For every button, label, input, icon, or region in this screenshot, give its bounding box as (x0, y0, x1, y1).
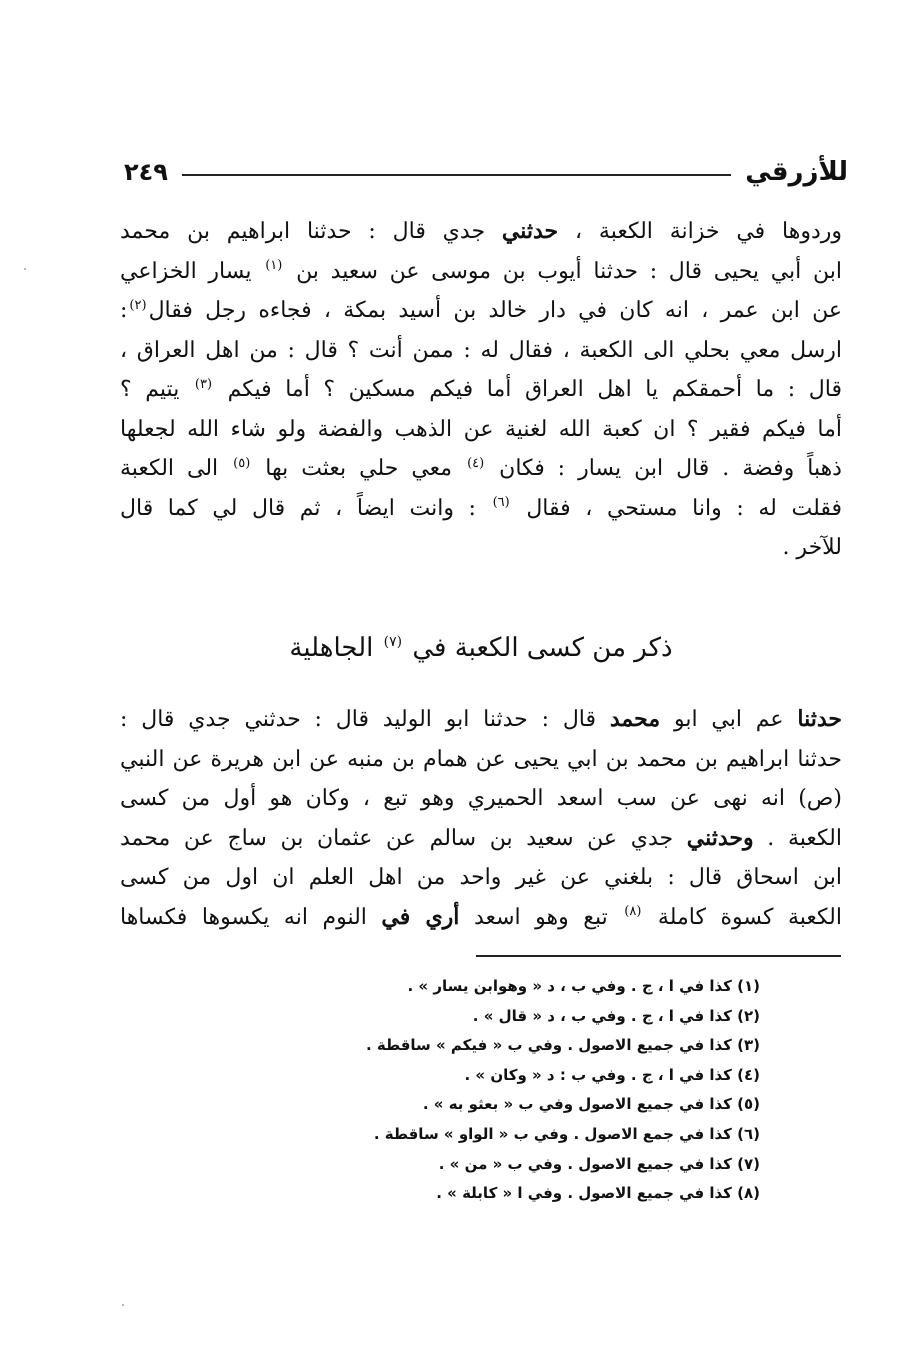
footnote-7: (٧) كذا في جميع الاصول . وفي ب « من » . (438, 1154, 760, 1173)
header-rule (182, 174, 731, 176)
bold-term: محمد (609, 706, 661, 732)
footnotes (340, 972, 760, 1209)
footnote-ref[interactable]: (٣) (194, 376, 213, 392)
footnote-ref[interactable]: (٦) (492, 495, 510, 511)
footnote-4: (٤) كذا في ا ، ج . وفي ب : د « وكان » . (464, 1065, 760, 1084)
text-line: وردوها في خزانة الكعبة ، حدثني جدي قال : حدثنا ابراهيم بن محمد (120, 218, 842, 244)
paragraph-1 (120, 212, 842, 568)
text-line: ابن أبي يحيى قال : حدثنا أيوب بن موسى عن سعيد بن $^{(١)}$ يسار الخزاعي (120, 258, 842, 284)
text-line: الكعبة . وحدثني جدي عن سعيد بن سالم عن عثمان بن ساج عن محمد (120, 824, 842, 851)
footnote-8: (٨) كذا في جميع الاصول . وفي ا « كابلة » . (436, 1184, 760, 1203)
bold-term: حدثنا (797, 706, 843, 732)
text-line: (ص) انه نهى عن سب اسعد الحميري وهو تبع ، وكان هو أول من كسى (120, 786, 842, 811)
text-line: أما فيكم فقير ؟ ان كعبة الله لغنية عن الذهب والفضة ولو شاء الله لجعلها (120, 416, 842, 442)
footnote-ref[interactable]: (٥) (233, 455, 251, 471)
footnote-ref[interactable]: (٨) (624, 904, 642, 920)
footnote-ref[interactable]: (٢) (129, 297, 147, 313)
footnote-6: (٦) كذا في جمع الاصول . وفي ب « الواو » ساقطة . (373, 1124, 760, 1143)
footnote-1: (١) كذا في ا ، ج . وفي ب ، د « وهوابن يسار » . (407, 977, 760, 995)
paragraph-2 (120, 700, 842, 937)
text-line: ذهباً وفضة . قال ابن يسار : فكان $^{(٤)}$ معي حلي بعثت بها $^{(٥)}$ الى الكعبة (120, 455, 842, 481)
footnote-2: (٢) كذا في ا ، ج . وفي ب ، د « قال » . (472, 1006, 760, 1025)
footnote-3: (٣) كذا في جميع الاصول . وفي ب « فيكم » ساقطة . (365, 1036, 760, 1055)
page-number: ٢٤٩ (124, 158, 168, 186)
footnote-5: (٥) كذا في جميع الاصول وفي ب « بعثو به » . (422, 1095, 760, 1114)
text-line: عن ابن عمر ، انه كان في دار خالد بن أسيد بمكة ، فجاءه رجل فقال$^{(٢)}$: (120, 297, 842, 323)
text-line: حدثنا ابراهيم بن محمد بن ابي يحيى عن همام بن منبه عن ابن هريرة عن النبي (120, 746, 842, 772)
text-line: ابن اسحاق قال : بلغني عن غير واحد من اهل العلم ان اول من كسى (120, 865, 842, 890)
bold-term: حدثني (501, 218, 559, 244)
scan-speck (122, 1304, 124, 1306)
footnote-ref[interactable]: (٧) (383, 634, 403, 651)
footnote-ref[interactable]: (٤) (467, 455, 485, 471)
text-line: فقلت له : وانا مستحي ، فقال $^{(٦)}$ : وانت ايضاً ، ثم قال لي كما قال (120, 495, 842, 521)
text-line: ارسل معي بحلي الى الكعبة ، فقال له : ممن أنت ؟ قال : من اهل العراق ، (120, 337, 842, 363)
bold-term: وحدثني (686, 824, 754, 851)
text-line: حدثنا عم ابي ابو محمد قال : حدثنا ابو الوليد قال : حدثني جدي قال : (120, 706, 843, 732)
text-line: قال : ما أحمقكم يا اهل العراق أما فيكم مسكين ؟ أما فيكم $^{(٣)}$ يتيم ؟ (120, 376, 842, 402)
footnote-ref[interactable]: (١) (265, 258, 283, 274)
section-heading: ذكر من كسى الكعبة في $^{(٧)}$ الجاهلية (289, 633, 673, 663)
bold-term: أري في (381, 903, 460, 930)
scan-speck (24, 268, 26, 270)
book-name: للأزرقي (745, 157, 848, 187)
footnote-separator (476, 955, 841, 957)
text-line: للآخر . (782, 535, 842, 560)
text-line: الكعبة كسوة كاملة $^{(٨)}$ تبع وهو اسعد أري في النوم انه يكسوها فكساها (120, 903, 843, 930)
running-header (124, 152, 848, 192)
